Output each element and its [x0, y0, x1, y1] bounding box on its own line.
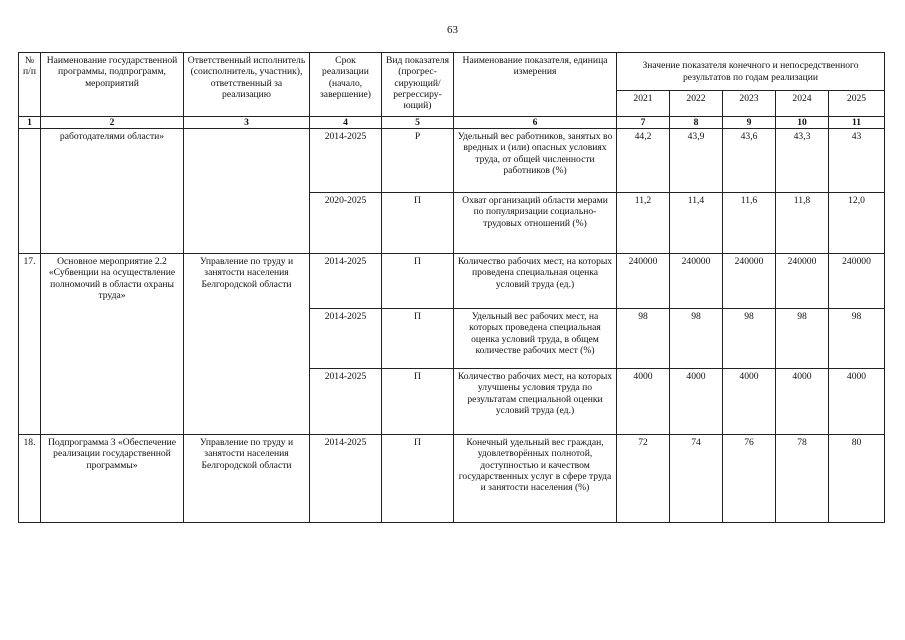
column-number: 9 — [723, 117, 776, 129]
value-2025: 43 — [829, 129, 885, 193]
measure-name: работодателями области» — [41, 129, 184, 254]
value-2021: 72 — [617, 435, 670, 523]
table-row — [19, 435, 885, 523]
column-number: 6 — [454, 117, 617, 129]
indicator-name: Удельный вес работников, занятых во вредных и (или) опасных условиях труда, от общей численности работников (%) — [454, 129, 617, 193]
column-number: 8 — [670, 117, 723, 129]
indicator-type: Р — [382, 129, 454, 193]
value-2021: 11,2 — [617, 193, 670, 254]
column-number: 10 — [776, 117, 829, 129]
header-row — [19, 53, 885, 91]
header-type: Вид показателя (прогрес- сирующий/ регрессиру- ющий) — [382, 53, 454, 117]
header-values-group: Значение показателя конечного и непосредственного результатов по годам реализации — [617, 53, 885, 91]
value-2022: 240000 — [670, 254, 723, 309]
indicator-name: Удельный вес рабочих мест, на которых проведена специальная оценка условий труда, в общем количестве рабочих мест (%) — [454, 309, 617, 369]
header-name: Наименование государственной программы, подпрограмм, мероприятий — [41, 53, 184, 117]
value-2025: 98 — [829, 309, 885, 369]
value-2024: 98 — [776, 309, 829, 369]
value-2023: 11,6 — [723, 193, 776, 254]
value-2025: 4000 — [829, 369, 885, 435]
term: 2020-2025 — [310, 193, 382, 254]
term: 2014-2025 — [310, 254, 382, 309]
indicators-table — [18, 52, 885, 523]
header-indicator: Наименование показателя, единица измерения — [454, 53, 617, 117]
header-num: № п/п — [19, 53, 41, 117]
executor: Управление по труду и занятости населения Белгородской области — [184, 435, 310, 523]
header-year: 2024 — [776, 91, 829, 117]
value-2021: 44,2 — [617, 129, 670, 193]
indicator-type: П — [382, 435, 454, 523]
executor — [184, 129, 310, 254]
column-number: 7 — [617, 117, 670, 129]
header-year: 2023 — [723, 91, 776, 117]
value-2021: 240000 — [617, 254, 670, 309]
page-number: 63 — [447, 24, 458, 36]
indicator-type: П — [382, 309, 454, 369]
column-number: 2 — [41, 117, 184, 129]
term: 2014-2025 — [310, 309, 382, 369]
value-2022: 43,9 — [670, 129, 723, 193]
column-number: 3 — [184, 117, 310, 129]
table-row — [19, 254, 885, 309]
table-row — [19, 129, 885, 193]
term: 2014-2025 — [310, 435, 382, 523]
row-number: 18. — [19, 435, 41, 523]
value-2022: 74 — [670, 435, 723, 523]
value-2025: 12,0 — [829, 193, 885, 254]
measure-name: Подпрограмма 3 «Обеспечение реализации государственной программы» — [41, 435, 184, 523]
value-2021: 4000 — [617, 369, 670, 435]
indicator-name: Количество рабочих мест, на которых проведена специальная оценка условий труда (ед.) — [454, 254, 617, 309]
value-2022: 11,4 — [670, 193, 723, 254]
row-number: 17. — [19, 254, 41, 435]
header-executor: Ответственный исполнитель (соисполнитель, участник), ответственный за реализацию — [184, 53, 310, 117]
value-2023: 240000 — [723, 254, 776, 309]
value-2024: 78 — [776, 435, 829, 523]
value-2025: 80 — [829, 435, 885, 523]
value-2023: 76 — [723, 435, 776, 523]
value-2021: 98 — [617, 309, 670, 369]
indicator-name: Охват организаций области мерами по популяризации социально-трудовых отношений (%) — [454, 193, 617, 254]
measure-name: Основное мероприятие 2.2 «Субвенции на осуществление полномочий в области охраны труда» — [41, 254, 184, 435]
value-2023: 98 — [723, 309, 776, 369]
executor: Управление по труду и занятости населения Белгородской области — [184, 254, 310, 435]
value-2024: 11,8 — [776, 193, 829, 254]
value-2023: 43,6 — [723, 129, 776, 193]
value-2024: 240000 — [776, 254, 829, 309]
value-2022: 98 — [670, 309, 723, 369]
column-numbers-row — [19, 117, 885, 129]
indicator-name: Количество рабочих мест, на которых улучшены условия труда по результатам специальной оценки условий труда (ед.) — [454, 369, 617, 435]
value-2025: 240000 — [829, 254, 885, 309]
row-number — [19, 129, 41, 254]
indicator-name: Конечный удельный вес граждан, удовлетворённых полнотой, доступностью и качеством государственных услуг в сфере труда и занятости населения (%) — [454, 435, 617, 523]
column-number: 1 — [19, 117, 41, 129]
indicator-type: П — [382, 193, 454, 254]
value-2022: 4000 — [670, 369, 723, 435]
value-2024: 43,3 — [776, 129, 829, 193]
indicator-type: П — [382, 254, 454, 309]
column-number: 11 — [829, 117, 885, 129]
header-year: 2022 — [670, 91, 723, 117]
header-year: 2021 — [617, 91, 670, 117]
value-2024: 4000 — [776, 369, 829, 435]
term: 2014-2025 — [310, 129, 382, 193]
header-year: 2025 — [829, 91, 885, 117]
column-number: 5 — [382, 117, 454, 129]
column-number: 4 — [310, 117, 382, 129]
term: 2014-2025 — [310, 369, 382, 435]
header-term: Срок реализации (начало, завершение) — [310, 53, 382, 117]
value-2023: 4000 — [723, 369, 776, 435]
indicator-type: П — [382, 369, 454, 435]
